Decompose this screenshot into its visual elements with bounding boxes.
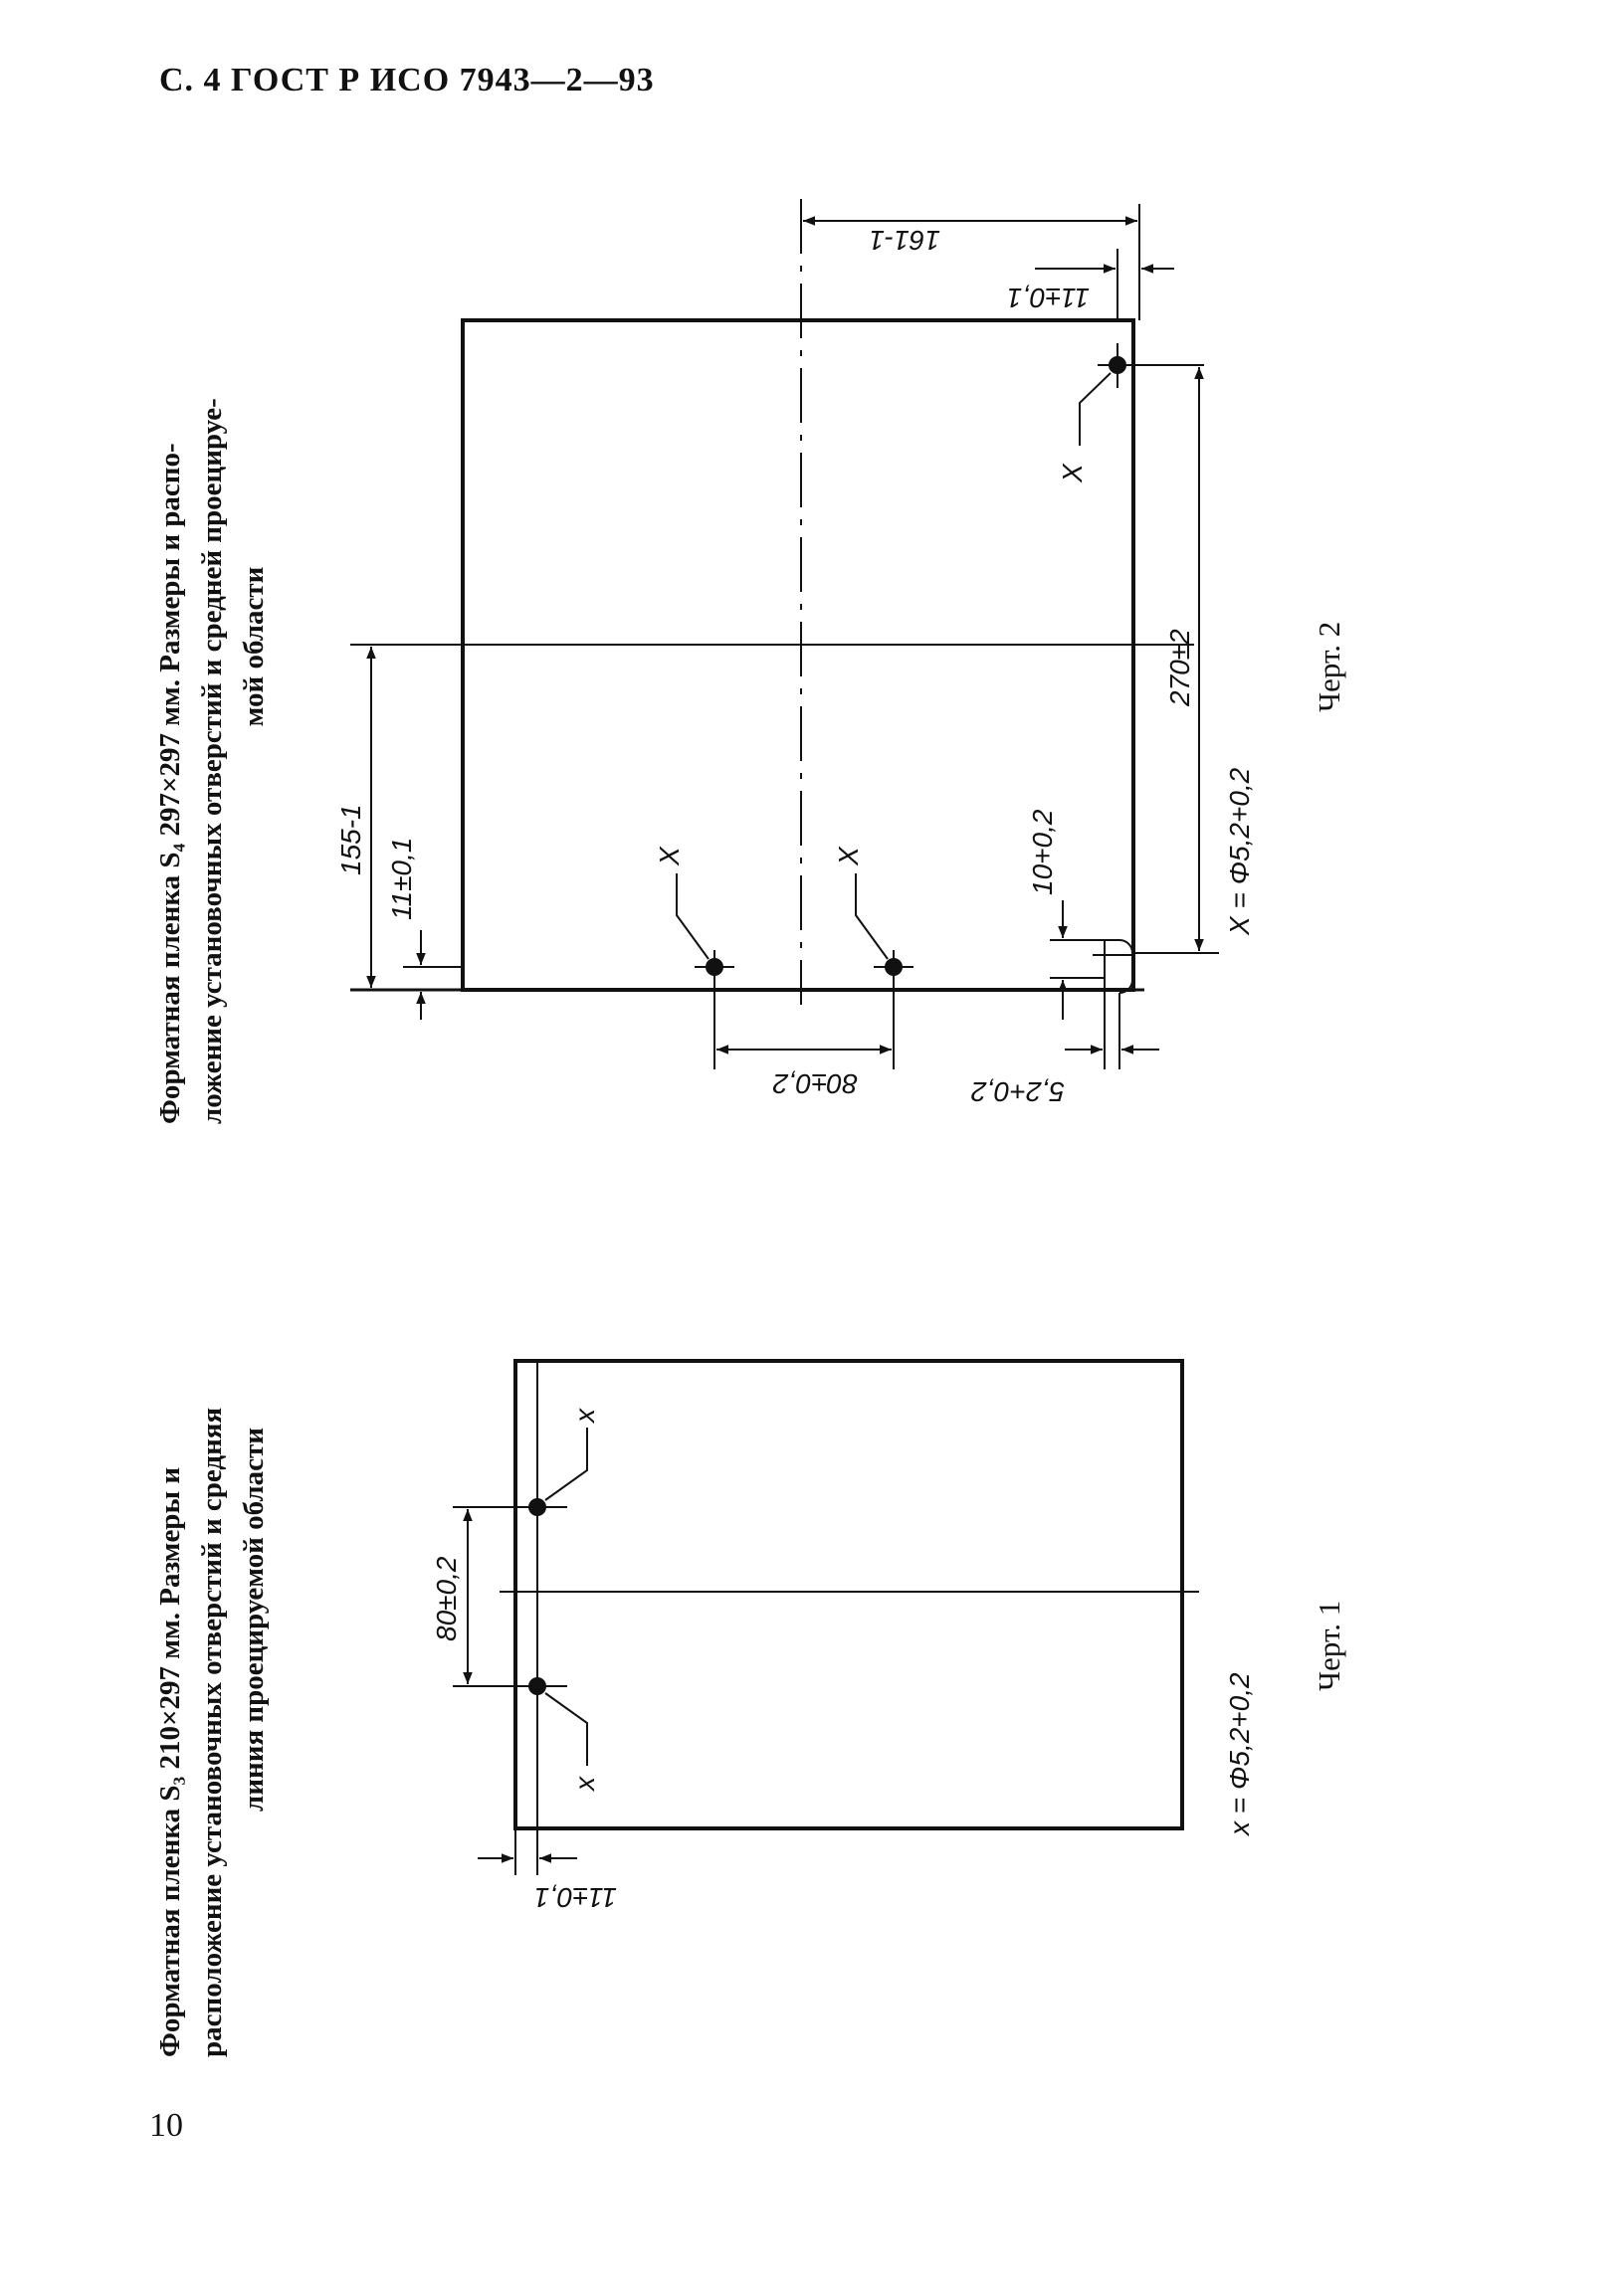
figure2-hole-2-leader	[856, 873, 888, 959]
figure1-dimension-texts	[431, 1408, 1255, 1913]
figure1-drawing	[453, 1361, 1199, 1875]
figure2-dim-52-text: 5,2+0,2	[970, 1076, 1065, 1107]
figure2-drawing	[350, 199, 1219, 1069]
figure2-caption-line: Форматная пленка S₄ 297×297 мм. Размеры и распо-	[154, 443, 186, 1124]
figure1-hole-2-leader	[545, 1693, 587, 1766]
figure1-caption-line: Форматная пленка S₃ 210×297 мм. Размеры и	[154, 1466, 186, 2057]
page-number: 10	[149, 2107, 183, 2144]
figure1-caption-line: расположение установочных отверстий и средняя	[196, 1407, 228, 2057]
figure2-hole-label: X	[1057, 464, 1088, 482]
figure2-dim-11-top-text: 11±0,1	[1006, 283, 1090, 313]
figure1-film-outline	[515, 1361, 1182, 1828]
figure1-hole-label: x	[569, 1409, 600, 1423]
figure2-hole-label: X	[654, 847, 685, 865]
figure2-caption-line: мой области	[238, 566, 270, 727]
figure2-dim-11-left-text: 11±0,1	[386, 837, 417, 920]
figure1-hole-label: x	[569, 1777, 600, 1791]
figure1-dim-80-text: 80±0,2	[431, 1556, 462, 1641]
figure2-dim-270-text: 270±2	[1164, 629, 1195, 706]
figure1-caption-line: линия проецируемой области	[238, 1428, 270, 1812]
page-header: С. 4 ГОСТ Р ИСО 7943—2—93	[159, 62, 655, 98]
figure2-dim-10-text: 10+0,2	[1027, 809, 1058, 895]
figure1-label: Черт. 1	[1312, 1600, 1346, 1691]
figure2-caption-line: ложение установочных отверстий и средней проецируе-	[196, 398, 228, 1124]
figure2-label: Черт. 2	[1312, 621, 1346, 712]
figure2-hole-1-leader	[677, 873, 709, 959]
figure2-slot	[1105, 940, 1132, 993]
figure2-dim-155-text: 155-1	[335, 804, 366, 875]
figure1-hole-1-leader	[545, 1428, 587, 1500]
figure1-dim-11-text: 11±0,1	[533, 1882, 617, 1913]
figure2-dim-161-text: 161-1	[869, 225, 940, 256]
figure2-dim-80-text: 80±0,2	[772, 1068, 858, 1099]
figure2-hole-3-leader	[1080, 373, 1111, 446]
figure1-hole-note: x = Φ5,2+0,2	[1224, 1672, 1255, 1835]
figure2-hole-note: X = Φ5,2+0,2	[1224, 767, 1255, 935]
figure2-hole-label: X	[833, 847, 864, 865]
